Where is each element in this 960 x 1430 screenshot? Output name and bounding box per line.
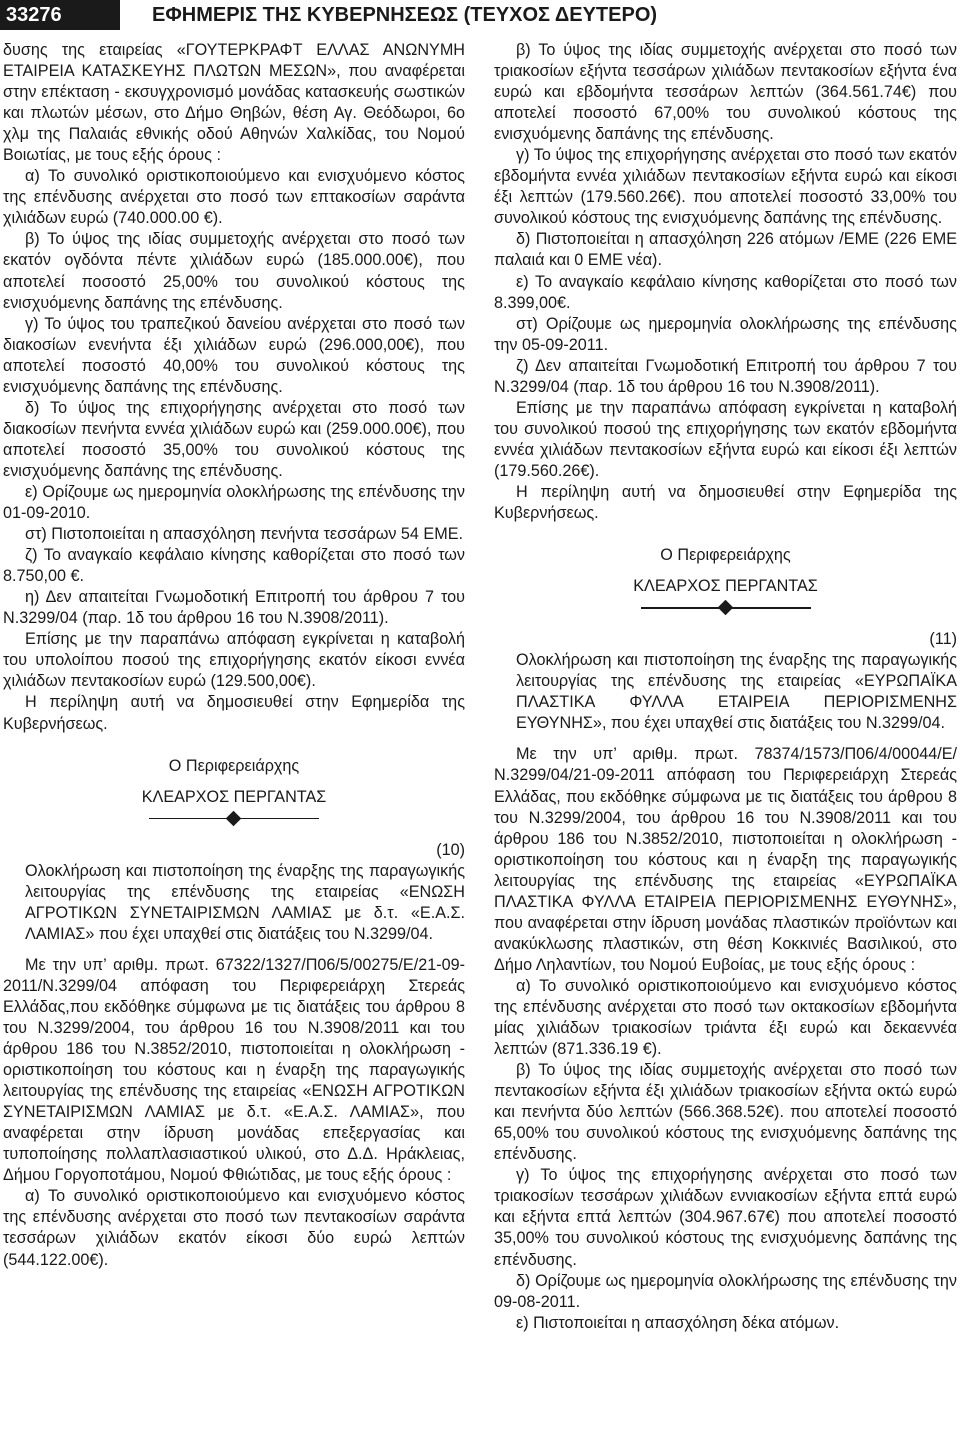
paragraph: δ) Πιστοποιείται η απασχόληση 226 ατόμων /ΕΜΕ (226 ΕΜΕ παλαιά και 0 ΕΜΕ νέα). <box>494 230 957 270</box>
decision-title: Ολοκλήρωση και πιστοποίηση της έναρξης της παραγωγικής λειτουργίας της επένδυσης της εταιρείας «ΕΥΡΩΠΑΪΚΑ ΠΛΑΣΤΙΚΑ ΦΥΛΛΑ ΕΤΑΙΡΕΙΑ ΠΕΡΙΟΡΙΣΜΕΝΗΣ ΕΥΘΥΝΗΣ», που έχει υπαχθεί στις διατάξεις του Ν.3299/04. <box>516 651 957 733</box>
paragraph: γ) Το ύψος της επιχορήγησης ανέρχεται στο ποσό των τριακοσίων τεσσάρων χιλιάδων εννιακοσίων εξήντα επτά ευρώ και εξήντα επτά λεπτών (304.967.67€) που αποτελεί ποσοστό 35,00% του συνολικού κόστους της ενισχυόμενης δαπάνης της επένδυσης. <box>494 1166 957 1269</box>
paragraph: β) Το ύψος της ιδίας συμμετοχής ανέρχεται στο ποσό των τριακοσίων εξήντα τεσσάρων χιλιάδων πεντακοσίων εξήντα ένα ευρώ και εβδομήντα τεσσάρων λεπτών (364.561.74€) που αποτελεί ποσοστό 67,00% του συνολικού κόστους της ενισχυόμενης δαπάνης της επένδυσης. <box>494 41 957 144</box>
signature-role: Ο Περιφερειάρχης <box>660 546 791 565</box>
paragraph: Επίσης με την παραπάνω απόφαση εγκρίνεται η καταβολή του υπολοίπου ποσού της επιχορήγησης εκατόν είκοσι εννέα χιλιάδων πεντακοσίων ευρώ (129.500,00€). <box>3 630 465 691</box>
signature-role: Ο Περιφερειάρχης <box>168 756 300 775</box>
paragraph: α) Το συνολικό οριστικοποιούμενο και ενισχυόμενο κόστος της επένδυσης ανέρχεται στο ποσό των επτακοσίων σαράντα χιλιάδων ευρώ (740.000.00 €). <box>3 167 465 228</box>
paragraph: δυσης της εταιρείας «ΓΟΥΤΕΡΚΡΑΦΤ ΕΛΛΑΣ ΑΝΩΝΥΜΗ ΕΤΑΙΡΕΙΑ ΚΑΤΑΣΚΕΥΗΣ ΠΛΩΤΩΝ ΜΕΣΩΝ», που αναφέρεται στην επέκταση - εκσυγχρονισμό μονάδας κατασκευής σωστικών και πλωτών μέσων, στο Δήμο Θηβών, θέση Αγ. Θεόδωροι, 6ο χλμ της Παλαιάς εθνικής οδού Αθηνών Χαλκίδας, του Νομού Βοιωτίας, με τους εξής όρους : <box>3 41 465 165</box>
page-number: 33276 <box>0 0 120 30</box>
decision-number: (10) <box>436 840 465 859</box>
paragraph: ζ) Δεν απαιτείται Γνωμοδοτική Επιτροπή του άρθρου 7 του Ν.3299/04 (παρ. 1δ του άρθρου 16 του Ν.3908/2011). <box>494 356 957 396</box>
paragraph: β) Το ύψος της ιδίας συμμετοχής ανέρχεται στο ποσό των πεντακοσίων εξήντα έξι χιλιάδων τριακοσίων εξήντα οκτώ ευρώ και πενήντα δύο λεπτών (566.368.52€). που αποτελεί ποσοστό 65,00% του συνολικού κόστους της ενισχυόμενης δαπάνης της επένδυσης. <box>494 1061 957 1164</box>
paragraph: ε) Ορίζουμε ως ημερομηνία ολοκλήρωσης της επένδυσης την 01-09-2010. <box>3 482 465 523</box>
right-column <box>494 40 957 1334</box>
paragraph: στ) Πιστοποιείται η απασχόληση πενήντα τεσσάρων 54 ΕΜΕ. <box>25 525 464 544</box>
decision-number: (11) <box>929 630 957 649</box>
page-header <box>0 0 960 30</box>
left-column <box>3 40 465 1271</box>
diamond-divider <box>641 597 811 619</box>
paragraph: ζ) Το αναγκαίο κεφάλαιο κίνησης καθορίζεται στο ποσό των 8.750,00 €. <box>3 546 465 586</box>
paragraph: Με την υπ’ αριθμ. πρωτ. 67322/1327/Π06/5/00275/Ε/21-09-2011/Ν.3299/04 απόφαση του Περιφερειάρχη Στερεάς Ελλάδας,που εκδόθηκε σύμφωνα με τις διατάξεις του άρθρου 8 του Ν.3299/2004, του άρθρου 16 του Ν.3908/2011 και του άρθρου 186 του Ν.3852/2010, πιστοποιείται η ολοκλήρωση - οριστικοποίηση του κόστους και η έναρξη της παραγωγικής λειτουργίας της επένδυσης της εταιρείας «ΕΝΩΣΗ ΑΓΡΟΤΙΚΩΝ ΣΥΝΕΤΑΙΡΙΣΜΩΝ ΛΑΜΙΑΣ με δ.τ. «Ε.Α.Σ. ΛΑΜΙΑΣ», που αναφέρεται στην ίδρυση μονάδας επεξεργασίας και τυποποίησης πολλαπλασιαστικού υλικού, στο Δ.Δ. Ηράκλειας, Δήμου Γοργοποτάμου, Νομού Φθιώτιδας, με τους εξής όρους : <box>3 955 465 1185</box>
paragraph: Επίσης με την παραπάνω απόφαση εγκρίνεται η καταβολή του συνολικού ποσού της επιχορήγησης των εκατόν εβδομήντα εννέα χιλιάδων πεντακοσίων εξήντα ευρώ και είκοσι έξι λεπτών (179.560.26€). <box>494 398 957 480</box>
decision-title: Ολοκλήρωση και πιστοποίηση της έναρξης της παραγωγικής λειτουργίας της επένδυσης της εταιρείας «ΕΝΩΣΗ ΑΓΡΟΤΙΚΩΝ ΣΥΝΕΤΑΙΡΙΣΜΩΝ ΛΑΜΙΑΣ με δ.τ. «Ε.Α.Σ. ΛΑΜΙΑΣ» που έχει υπαχθεί στις διατάξεις του Ν.3299/04. <box>25 861 465 943</box>
paragraph: γ) Το ύψος της επιχορήγησης ανέρχεται στο ποσό των εκατόν εβδομήντα εννέα χιλιάδων πεντακοσίων εξήντα ευρώ και είκοσι έξι λεπτών (179.560.26€). που αποτελεί ποσοστό 33,00% του συνολικού κόστους της ενισχυόμενης δαπάνης της επένδυσης. <box>494 146 957 228</box>
paragraph: Η περίληψη αυτή να δημοσιευθεί στην Εφημερίδα της Κυβερνήσεως. <box>494 482 957 523</box>
diamond-icon <box>717 600 733 616</box>
paragraph: ε) Το αναγκαίο κεφάλαιο κίνησης καθορίζεται στο ποσό των 8.399,00€. <box>494 272 957 312</box>
paragraph: στ) Ορίζουμε ως ημερομηνία ολοκλήρωσης της επένδυσης την 05-09-2011. <box>494 314 957 354</box>
paragraph: α) Το συνολικό οριστικοποιούμενο και ενισχυόμενο κόστος της επένδυσης ανέρχεται στο ποσό των πεντακοσίων σαράντα τεσσάρων χιλιάδων εκατόν είκοσι δύο ευρώ λεπτών (544.122.00€). <box>3 1187 465 1269</box>
paragraph: Η περίληψη αυτή να δημοσιευθεί στην Εφημερίδα της Κυβερνήσεως. <box>3 693 465 733</box>
signature-name: ΚΛΕΑΡΧΟΣ ΠΕΡΓΑΝΤΑΣ <box>141 787 327 806</box>
gazette-title: ΕΦΗΜΕΡΙΣ ΤΗΣ ΚΥΒΕΡΝΗΣΕΩΣ (ΤΕΥΧΟΣ ΔΕΥΤΕΡΟ) <box>152 4 658 26</box>
paragraph: δ) Ορίζουμε ως ημερομηνία ολοκλήρωσης της επένδυσης την 09-08-2011. <box>494 1271 957 1311</box>
paragraph: η) Δεν απαιτείται Γνωμοδοτική Επιτροπή του άρθρου 7 του Ν.3299/04 (παρ. 1δ του άρθρου 16 του Ν.3908/2011). <box>3 588 465 628</box>
signature-name: ΚΛΕΑΡΧΟΣ ΠΕΡΓΑΝΤΑΣ <box>633 577 818 596</box>
paragraph: δ) Το ύψος της επιχορήγησης ανέρχεται στο ποσό των διακοσίων πενήντα εννέα χιλιάδων ευρώ και (259.000.00€), που αποτελεί ποσοστό 35,00% του συνολικού κόστους της ενισχυόμενης δαπάνης της επένδυσης. <box>3 398 465 480</box>
diamond-divider <box>149 808 319 830</box>
paragraph: α) Το συνολικό οριστικοποιούμενο και ενισχυόμενο κόστος της επένδυσης ανέρχεται στο ποσό των οκτακοσίων εβδομήντα μίας χιλιάδων τριακοσίων τριάντα έξι ευρώ και δεκαεννέα λεπτών (871.336.19 €). <box>494 976 957 1059</box>
paragraph: Με την υπ’ αριθμ. πρωτ. 78374/1573/Π06/4/00044/Ε/Ν.3299/04/21-09-2011 απόφαση του Περιφερειάρχη Στερεάς Ελλάδας, που εκδόθηκε σύμφωνα με τις διατάξεις του άρθρου 8 του Ν.3299/2004, του άρθρου 16 του Ν.3908/2011 και του άρθρου 186 του Ν.3852/2010, πιστοποιείται η ολοκλήρωση - οριστικοποίηση του κόστους και η έναρξη της παραγωγικής λειτουργίας της επένδυσης της εταιρείας «ΕΥΡΩΠΑΪΚΑ ΠΛΑΣΤΙΚΑ ΦΥΛΛΑ ΕΤΑΙΡΕΙΑ ΠΕΡΙΟΡΙΣΜΕΝΗΣ ΕΥΘΥΝΗΣ», που αναφέρεται στην ίδρυση μονάδας πλαστικών προϊόντων και ανακύκλωσης πλαστικών, στη θέση Κοκκινιές Βασιλικού, στο Δήμο Ληλαντίων, του Νομού Ευβοίας, με τους εξής όρους : <box>494 745 957 974</box>
paragraph: γ) Το ύψος του τραπεζικού δανείου ανέρχεται στο ποσό των διακοσίων ενενήντα έξι χιλιάδων ευρώ (296.000,00€), που αποτελεί ποσοστό 40,00% του συνολικού κόστους της ενισχυόμενης δαπάνης της επένδυσης. <box>3 314 465 396</box>
diamond-icon <box>226 810 242 826</box>
paragraph: ε) Πιστοποιείται η απασχόληση δέκα ατόμων. <box>516 1313 840 1332</box>
paragraph: β) Το ύψος της ιδίας συμμετοχής ανέρχεται στο ποσό των εκατόν ογδόντα πέντε χιλιάδων ευρώ (185.000.00€), που αποτελεί ποσοστό 25,00% του συνολικού κόστους της ενισχυόμενης δαπάνης της επένδυσης. <box>3 230 465 312</box>
